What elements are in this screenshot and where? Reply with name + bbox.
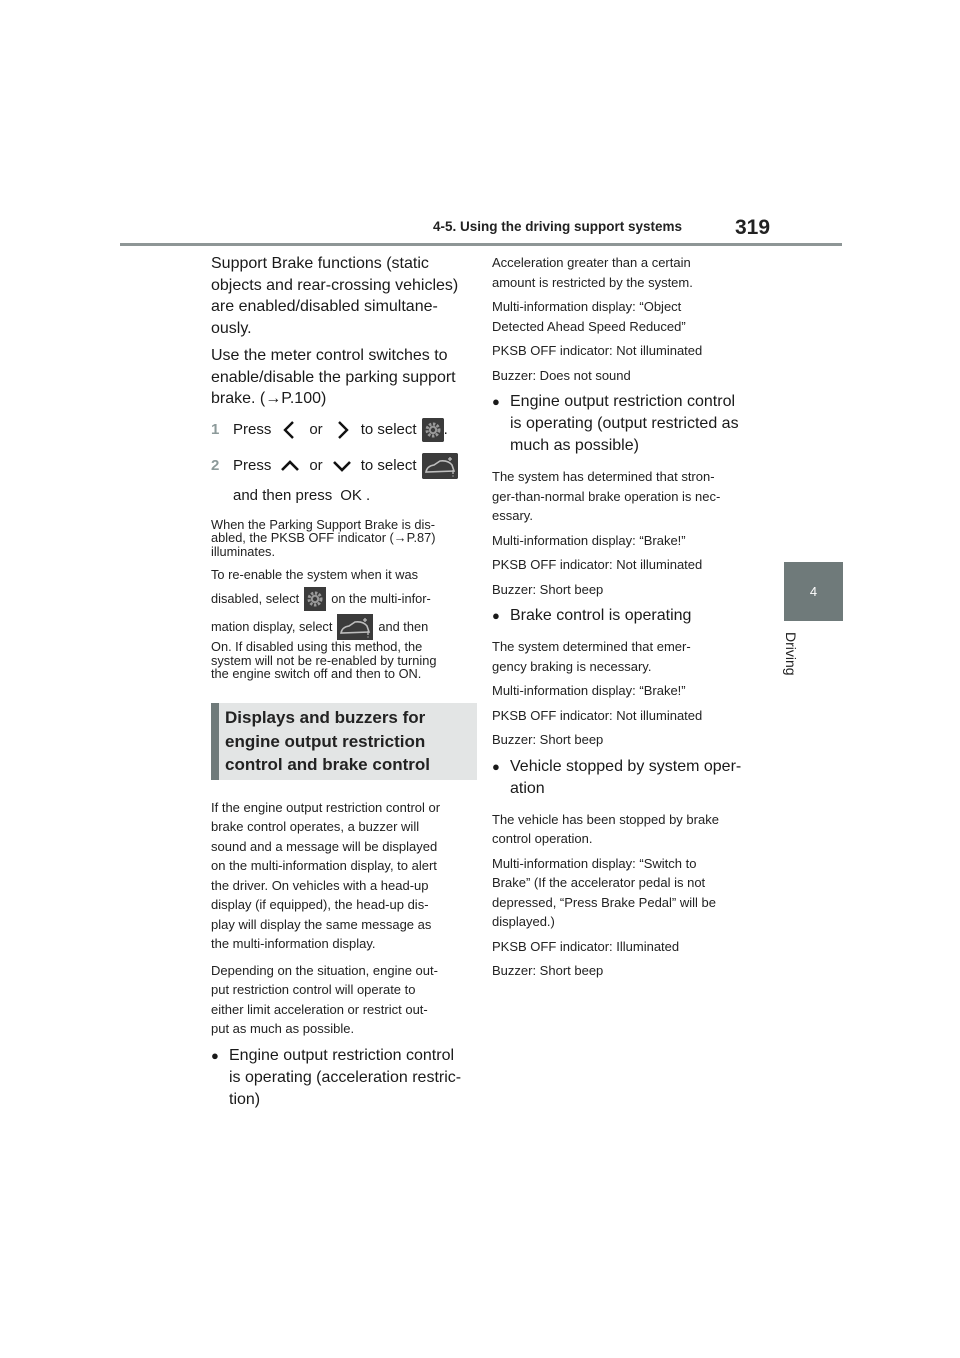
b4-desc — [492, 810, 754, 849]
b4-buzzer: Buzzer: Short beep — [492, 963, 604, 978]
b4-display — [492, 854, 754, 932]
note-disabled — [211, 518, 471, 559]
bullet-acceleration-restriction — [211, 1045, 471, 1111]
heading-line: control and brake control — [225, 755, 430, 775]
text-line: To re-enable the system when it was — [211, 566, 418, 582]
text-line: is operating (output restricted as — [510, 415, 739, 432]
text-fragment: disabled, select — [211, 590, 300, 606]
text-line: control operation. — [492, 831, 593, 846]
text-line: gency braking is necessary. — [492, 658, 652, 674]
text-line — [211, 614, 471, 640]
step-2-continued — [211, 482, 471, 510]
bullet-dot-icon: ● — [492, 608, 500, 623]
b1-display — [492, 297, 754, 336]
step-number: 1 — [211, 421, 220, 438]
text-line: Multi-information display: “Object — [492, 299, 682, 314]
b3-display: Multi-information display: “Brake!” — [492, 683, 686, 698]
text-line: tion) — [229, 1090, 261, 1108]
text-line: Multi-information display: “Switch to — [492, 855, 697, 871]
text-line: ger-than-normal brake operation is nec- — [492, 488, 721, 504]
step-text: to select — [360, 457, 417, 474]
text-line: Engine output restriction control — [229, 1046, 455, 1064]
text-fragment: mation display, select — [211, 618, 333, 634]
b3-desc — [492, 637, 754, 676]
section-title: 4-5. Using the driving support systems — [433, 219, 683, 234]
text-line: display (if equipped), the head-up dis- — [211, 897, 429, 913]
section-heading — [211, 703, 477, 780]
text-line: play will display the same message as — [211, 916, 432, 932]
text-line: brake. (→P.100) — [211, 390, 327, 407]
text-line: much as possible) — [510, 437, 639, 454]
intro-paragraph — [211, 253, 471, 339]
text-line: on the multi-information display, to alert — [211, 858, 437, 874]
b1-buzzer: Buzzer: Does not sound — [492, 367, 631, 383]
text-line: Support Brake functions (static — [211, 255, 429, 272]
acceleration-desc — [492, 253, 754, 292]
text-line: enable/disable the parking support — [211, 368, 456, 386]
chevron-down-icon — [331, 455, 353, 477]
heading-line: engine output restriction — [225, 731, 426, 751]
parking-support-car-icon — [337, 614, 373, 640]
step-text: or — [309, 421, 323, 438]
step-text: or — [309, 457, 323, 474]
bullet-dot-icon: ● — [492, 758, 500, 774]
left-column — [211, 253, 471, 1121]
text-line: the driver. On vehicles with a head-up — [211, 877, 429, 893]
text-line: ation — [510, 779, 545, 797]
text-line: If the engine output restriction control or — [211, 799, 441, 815]
text-line: the engine switch off and then to ON. — [211, 666, 422, 682]
chapter-number: 4 — [809, 584, 818, 599]
text-line: Brake control is operating — [510, 607, 692, 624]
text-line: are enabled/disabled simultane- — [211, 298, 438, 315]
b2-indicator: PKSB OFF indicator: Not illuminated — [492, 557, 703, 572]
alert-paragraph — [211, 798, 471, 954]
chevron-right-icon — [331, 419, 353, 441]
text-line: the multi-information display. — [211, 936, 376, 952]
text-line: The system determined that emer- — [492, 639, 691, 654]
note-reenable — [211, 565, 471, 681]
step-text: Press — [233, 457, 272, 474]
text-fragment: and then — [378, 618, 429, 634]
text-line — [211, 586, 471, 612]
header-rule — [120, 243, 842, 246]
text-line: depressed, “Press Brake Pedal” will be — [492, 894, 716, 910]
bullet-vehicle-stopped — [492, 756, 754, 800]
instruction-paragraph — [211, 345, 471, 410]
text-line: Vehicle stopped by system oper- — [510, 757, 742, 775]
bullet-dot-icon: ● — [492, 394, 500, 409]
gear-icon — [304, 587, 326, 611]
step-text: to select — [360, 421, 417, 438]
text-line: Acceleration greater than a certain — [492, 255, 691, 270]
b3-indicator: PKSB OFF indicator: Not illuminated — [492, 707, 703, 723]
text-line: put restriction control will operate to — [211, 982, 416, 998]
bullet-brake-control — [492, 605, 754, 627]
text-line: either limit acceleration or restrict out- — [211, 1001, 428, 1017]
b3-buzzer: Buzzer: Short beep — [492, 732, 604, 747]
text-line: ously. — [211, 319, 252, 337]
text-line: Engine output restriction control — [510, 393, 736, 410]
text-line: system will not be re-enabled by turning — [211, 652, 437, 668]
chevron-left-icon — [279, 419, 301, 441]
ok-button-glyph: OK — [340, 487, 362, 504]
text-line: objects and rear-crossing vehicles) — [211, 276, 459, 294]
b2-desc — [492, 467, 754, 526]
text-line: sound and a message will be displayed — [211, 838, 438, 854]
text-line: essary. — [492, 508, 533, 523]
step-2 — [211, 452, 471, 480]
gear-icon — [422, 418, 444, 442]
text-line: The vehicle has been stopped by brake — [492, 811, 719, 827]
text-fragment: on the multi-infor- — [331, 590, 431, 606]
bullet-dot-icon: ● — [211, 1047, 219, 1063]
step-number: 2 — [211, 457, 220, 474]
text-line: illuminates. — [211, 544, 276, 560]
text-line: When the Parking Support Brake is dis- — [211, 516, 436, 532]
b4-indicator: PKSB OFF indicator: Illuminated — [492, 938, 680, 954]
b1-indicator: PKSB OFF indicator: Not illuminated — [492, 343, 703, 358]
chapter-label: Driving — [783, 632, 799, 676]
text-line: is operating (acceleration restric- — [229, 1068, 462, 1086]
text-line: put as much as possible. — [211, 1021, 355, 1037]
text-line: displayed.) — [492, 914, 555, 929]
text-line: On. If disabled using this method, the — [211, 638, 423, 654]
heading-line: Displays and buzzers for — [225, 708, 426, 728]
step-text: Press — [233, 421, 272, 438]
text-line: abled, the PKSB OFF indicator (→P.87) — [211, 530, 436, 546]
b2-display: Multi-information display: “Brake!” — [492, 532, 686, 548]
text-line: The system has determined that stron- — [492, 469, 715, 484]
step-text: . — [443, 421, 448, 438]
text-line: Use the meter control switches to — [211, 347, 448, 364]
text-line: Detected Ahead Speed Reduced” — [492, 318, 686, 334]
right-column — [492, 253, 754, 986]
parking-support-car-icon — [422, 453, 458, 479]
situation-paragraph — [211, 961, 471, 1039]
bullet-output-restriction — [492, 391, 754, 457]
chevron-up-icon — [279, 455, 301, 477]
chapter-tab — [784, 562, 843, 621]
page-number: 319 — [735, 216, 771, 239]
text-line: Depending on the situation, engine out- — [211, 962, 438, 978]
text-line: amount is restricted by the system. — [492, 274, 693, 290]
text-line: Brake” (If the accelerator pedal is not — [492, 875, 706, 890]
text-line: brake control operates, a buzzer will — [211, 819, 420, 835]
step-text: and then press — [233, 487, 333, 504]
step-text: . — [365, 487, 371, 504]
step-1 — [211, 416, 471, 444]
b2-buzzer: Buzzer: Short beep — [492, 581, 604, 597]
